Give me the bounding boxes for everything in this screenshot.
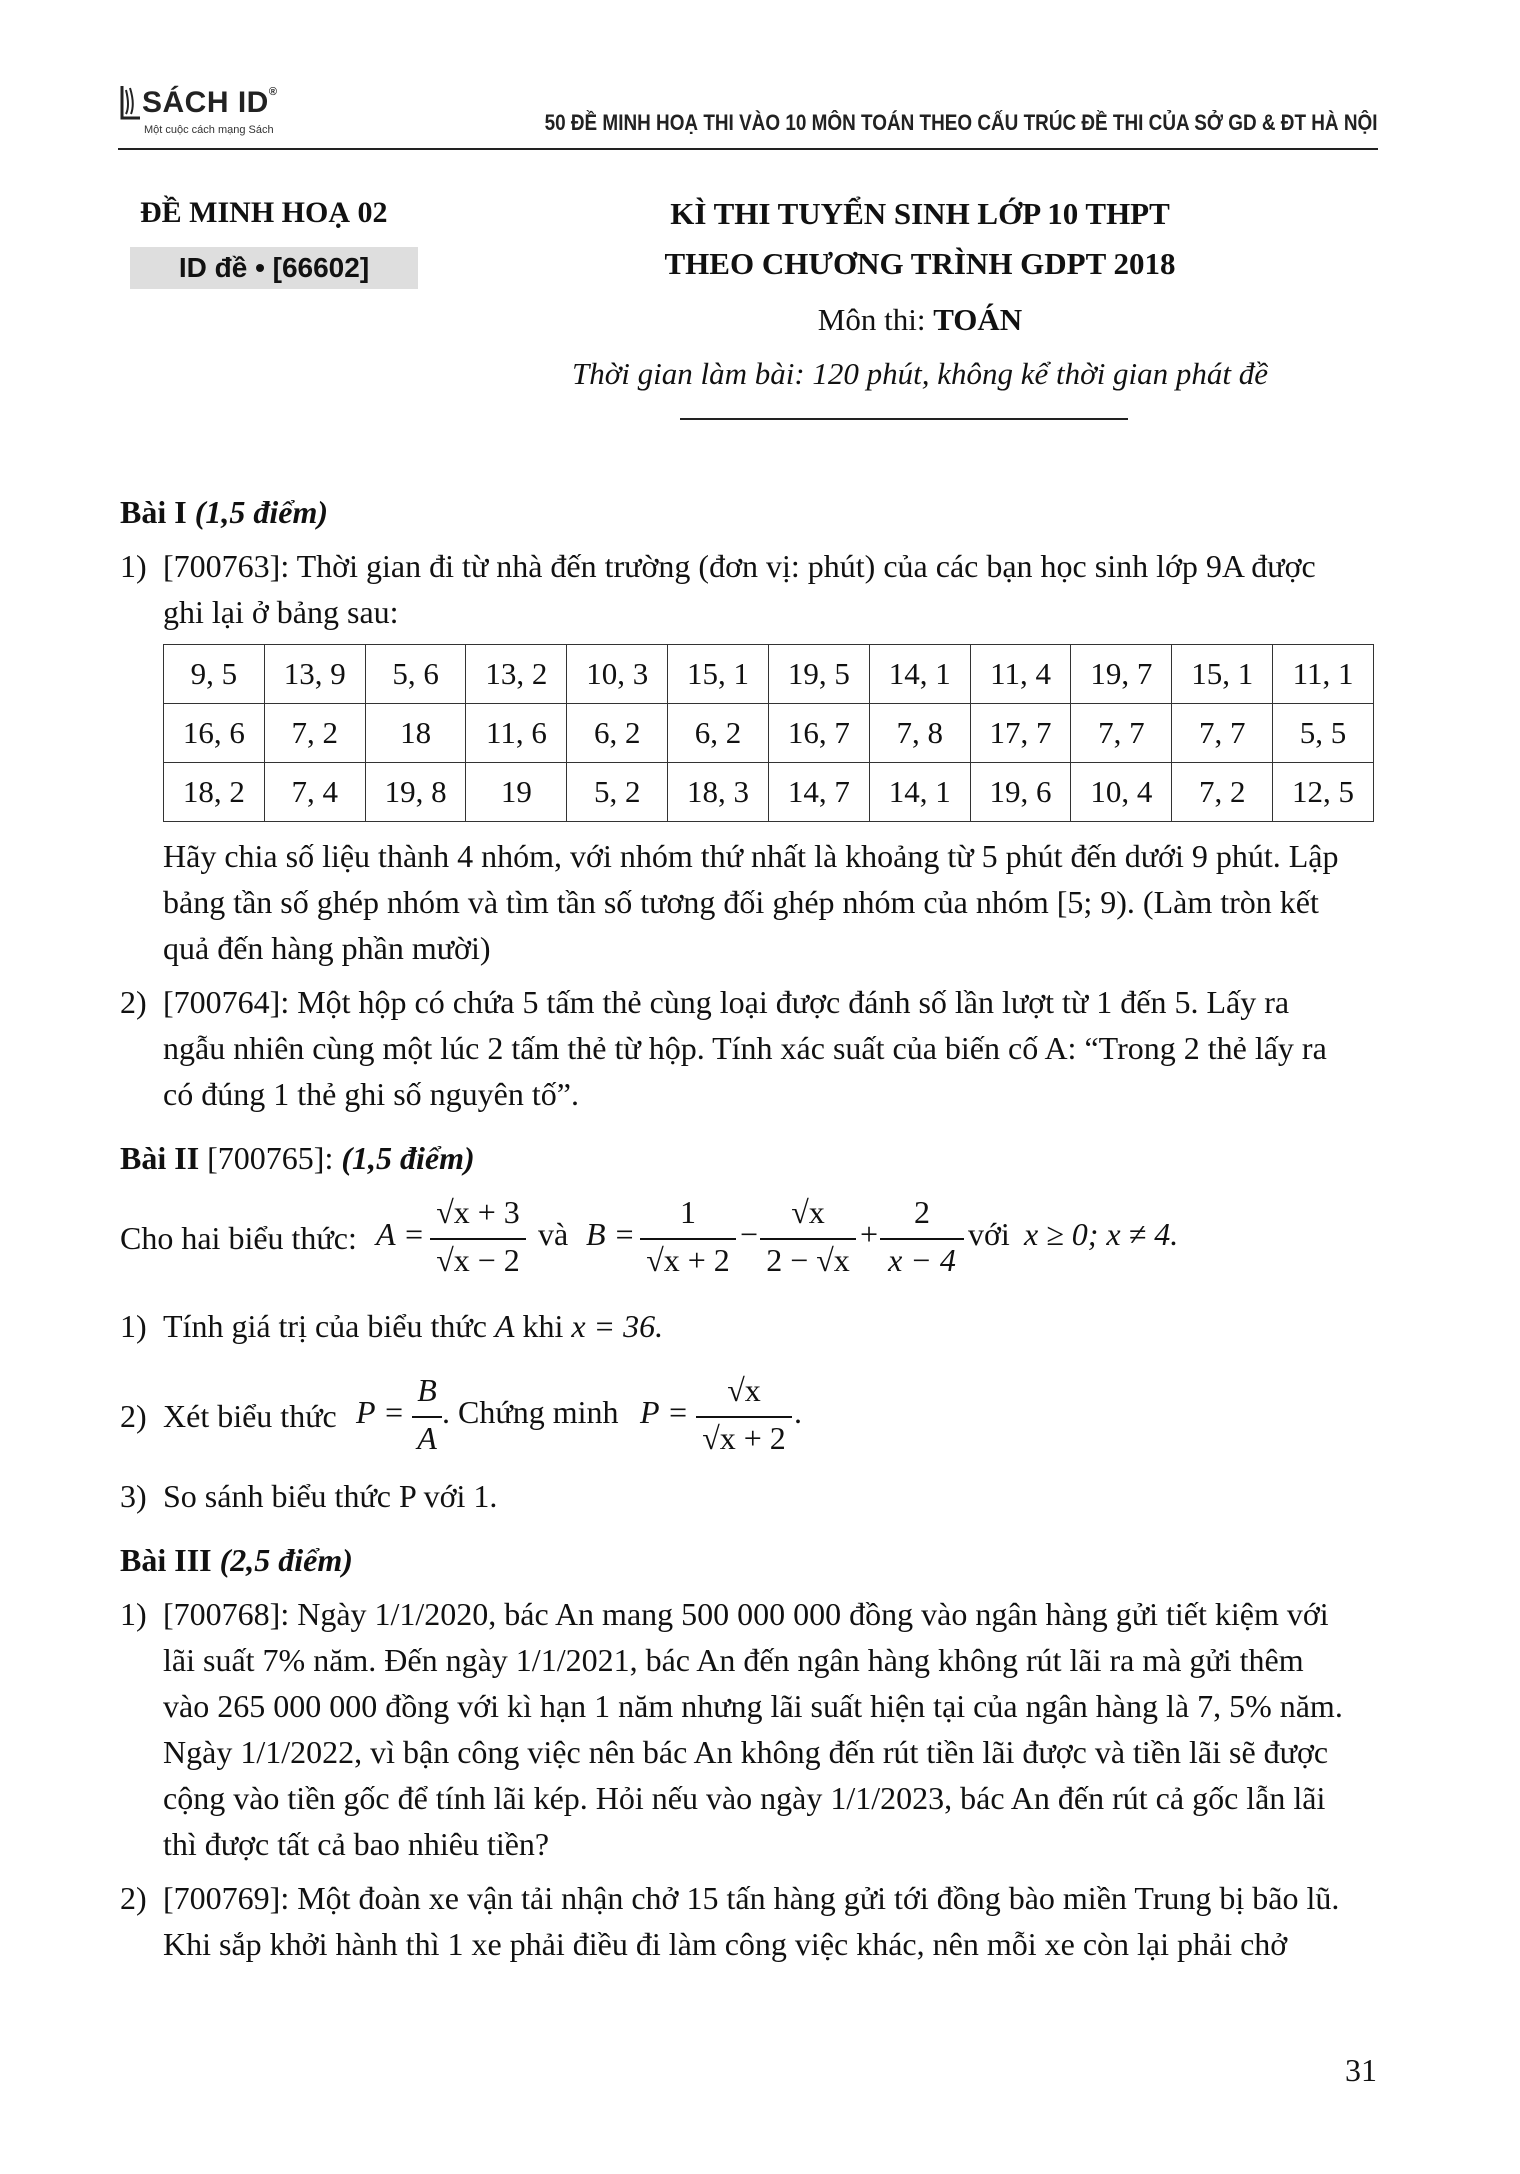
table-cell: 18 <box>365 704 466 763</box>
domain-condition: x ≥ 0; x ≠ 4. <box>1024 1216 1179 1252</box>
expr-A-label: A = <box>376 1216 425 1252</box>
bai1-q1-number: 1) <box>120 548 147 584</box>
table-cell: 18, 3 <box>668 763 769 822</box>
bai1-q1-after2: bảng tần số ghép nhóm và tìm tần số tương đối ghép nhóm của nhóm [5; 9). (Làm tròn kết <box>163 884 1319 920</box>
fraction-B1-numerator: 1 <box>680 1194 696 1230</box>
fraction-B3-numerator: 2 <box>914 1194 930 1230</box>
fraction-B-over-A <box>412 1372 442 1464</box>
bai1-heading: Bài I (1,5 điểm) <box>120 494 328 530</box>
fraction-P-denominator: √x + 2 <box>702 1420 786 1456</box>
exam-duration: Thời gian làm bài: 120 phút, không kể thời gian phát đề <box>571 356 1269 391</box>
table-cell: 15, 1 <box>668 645 769 704</box>
table-cell: 7, 7 <box>1172 704 1273 763</box>
table-cell: 7, 2 <box>264 704 365 763</box>
table-cell: 7, 2 <box>1172 763 1273 822</box>
fraction-A-numerator: √x + 3 <box>436 1194 520 1230</box>
fraction-B2-denominator: 2 − √x <box>766 1242 850 1278</box>
table-cell: 7, 7 <box>1071 704 1172 763</box>
fraction-B1 <box>640 1194 736 1286</box>
logo-tagline: Một cuộc cách mạng Sách <box>144 124 274 136</box>
exam-id-badge: ID đề • [66602] <box>130 247 418 289</box>
title-divider <box>680 418 1128 420</box>
bai2-q2-number: 2) <box>120 1398 147 1434</box>
table-cell: 11, 6 <box>466 704 567 763</box>
bai1-q2-line3: có đúng 1 thẻ ghi số nguyên tố”. <box>163 1076 579 1112</box>
table-cell: 13, 9 <box>264 645 365 704</box>
table-cell: 10, 3 <box>567 645 668 704</box>
fraction-B2-numerator: √x <box>791 1194 825 1230</box>
and-word: và <box>538 1216 569 1252</box>
table-cell: 7, 8 <box>869 704 970 763</box>
bai2-q3-number: 3) <box>120 1478 147 1514</box>
travel-time-table <box>163 644 1374 822</box>
table-cell: 17, 7 <box>970 704 1071 763</box>
table-cell: 5, 5 <box>1273 704 1374 763</box>
period: . <box>794 1394 802 1430</box>
table-cell: 13, 2 <box>466 645 567 704</box>
bai3-q1-line: lãi suất 7% năm. Đến ngày 1/1/2021, bác An đến ngân hàng không rút lãi ra mà gửi thêm <box>163 1642 1304 1678</box>
table-cell: 19, 6 <box>970 763 1071 822</box>
table-cell: 19, 8 <box>365 763 466 822</box>
bai2-q3-text: So sánh biểu thức P với 1. <box>163 1478 498 1514</box>
bai3-q1-line: [700768]: Ngày 1/1/2020, bác An mang 500 000 000 đồng vào ngân hàng gửi tiết kiệm với <box>163 1596 1329 1632</box>
fraction-B-numerator: B <box>417 1372 437 1408</box>
bai1-q1-after1: Hãy chia số liệu thành 4 nhóm, với nhóm thứ nhất là khoảng từ 5 phút đến dưới 9 phút. Lập <box>163 838 1339 874</box>
fraction-B3-denominator: x − 4 <box>888 1242 956 1278</box>
table-row <box>164 763 1374 822</box>
exam-subject: Môn thi: TOÁN <box>817 302 1023 337</box>
bai2-heading: Bài II [700765]: (1,5 điểm) <box>120 1140 475 1176</box>
table-cell: 9, 5 <box>164 645 265 704</box>
bai3-heading: Bài III (2,5 điểm) <box>120 1542 353 1578</box>
bai2-q1-text: Tính giá trị của biểu thức A khi x = 36. <box>163 1308 664 1344</box>
bai3-q2-line: Khi sắp khởi hành thì 1 xe phải điều đi làm công việc khác, nên mỗi xe còn lại phải chở <box>163 1926 1288 1962</box>
table-cell: 5, 6 <box>365 645 466 704</box>
exam-heading-2: THEO CHƯƠNG TRÌNH GDPT 2018 <box>664 246 1176 281</box>
table-cell: 19 <box>466 763 567 822</box>
page-number: 31 <box>1345 2052 1377 2088</box>
prove-text: . Chứng minh <box>442 1394 619 1430</box>
P-label: P = <box>356 1394 405 1430</box>
fraction-B1-denominator: √x + 2 <box>646 1242 730 1278</box>
header-divider <box>118 148 1378 150</box>
bai1-q1-line1: [700763]: Thời gian đi từ nhà đến trường (đơn vị: phút) của các bạn học sinh lớp 9A được <box>163 548 1316 584</box>
table-cell: 18, 2 <box>164 763 265 822</box>
table-cell: 12, 5 <box>1273 763 1374 822</box>
plus-sign: + <box>860 1216 879 1252</box>
bai2-q2-text: Xét biểu thức <box>163 1398 337 1434</box>
series-title: 50 ĐỀ MINH HOẠ THI VÀO 10 MÔN TOÁN THEO CẤU TRÚC ĐỀ THI CỦA SỞ GD & ĐT HÀ NỘI <box>544 110 1377 135</box>
bai3-q1-line: cộng vào tiền gốc để tính lãi kép. Hỏi nếu vào ngày 1/1/2023, bác An đến rút cả gốc lẫn lãi <box>163 1780 1326 1816</box>
table-cell: 19, 7 <box>1071 645 1172 704</box>
table-cell: 14, 1 <box>869 645 970 704</box>
table-row <box>164 704 1374 763</box>
bai3-q1-line: Ngày 1/1/2022, vì bận công việc nên bác An không đến rút tiền lãi được và tiền lãi sẽ được <box>163 1734 1329 1770</box>
bai1-q1-line2: ghi lại ở bảng sau: <box>163 594 399 630</box>
table-cell: 14, 1 <box>869 763 970 822</box>
bai1-q2-line2: ngẫu nhiên cùng một lúc 2 tấm thẻ từ hộp. Tính xác suất của biến cố A: “Trong 2 thẻ lấy ra <box>163 1030 1327 1066</box>
bai3-q1-line: vào 265 000 000 đồng với kì hạn 1 năm nhưng lãi suất hiện tại của ngân hàng là 7, 5% năm. <box>163 1688 1343 1724</box>
table-cell: 19, 5 <box>768 645 869 704</box>
table-cell: 6, 2 <box>668 704 769 763</box>
book-icon <box>118 84 144 124</box>
exam-title: ĐỀ MINH HOẠ 02 <box>140 196 388 229</box>
bai1-q2-number: 2) <box>120 984 147 1020</box>
bai3-q1-number: 1) <box>120 1596 147 1632</box>
table-cell: 7, 4 <box>264 763 365 822</box>
bai3-q2-line: [700769]: Một đoàn xe vận tải nhận chở 15 tấn hàng gửi tới đồng bào miền Trung bị bão lũ. <box>163 1880 1340 1916</box>
bai2-intro: Cho hai biểu thức: <box>120 1220 357 1256</box>
table-cell: 15, 1 <box>1172 645 1273 704</box>
table-cell: 14, 7 <box>768 763 869 822</box>
table-cell: 10, 4 <box>1071 763 1172 822</box>
fraction-P-numerator: √x <box>727 1372 761 1408</box>
bai3-q1-line: thì được tất cả bao nhiêu tiền? <box>163 1826 550 1862</box>
fraction-B3 <box>880 1194 964 1286</box>
bai1-q2-line1: [700764]: Một hộp có chứa 5 tấm thẻ cùng loại được đánh số lần lượt từ 1 đến 5. Lấy ra <box>163 984 1290 1020</box>
bai1-q1-after3: quả đến hàng phần mười) <box>163 930 491 966</box>
minus-sign: − <box>740 1216 759 1252</box>
publisher-logo <box>118 84 308 148</box>
expr-B-label: B = <box>586 1216 636 1252</box>
fraction-P <box>696 1372 792 1464</box>
fraction-A-denominator: √x − 2 <box>436 1242 520 1278</box>
fraction-A-denominator: A <box>417 1420 437 1456</box>
table-cell: 16, 7 <box>768 704 869 763</box>
table-cell: 16, 6 <box>164 704 265 763</box>
fraction-A <box>430 1194 526 1286</box>
logo-text: SÁCH ID® <box>142 86 278 119</box>
exam-heading-1: KÌ THI TUYỂN SINH LỚP 10 THPT <box>670 196 1170 231</box>
table-row <box>164 645 1374 704</box>
fraction-B2 <box>760 1194 856 1286</box>
P-label-2: P = <box>640 1394 689 1430</box>
table-cell: 11, 1 <box>1273 645 1374 704</box>
bai2-q1-number: 1) <box>120 1308 147 1344</box>
table-cell: 6, 2 <box>567 704 668 763</box>
with-word: với <box>968 1216 1010 1252</box>
table-cell: 5, 2 <box>567 763 668 822</box>
table-cell: 11, 4 <box>970 645 1071 704</box>
bai3-q2-number: 2) <box>120 1880 147 1916</box>
